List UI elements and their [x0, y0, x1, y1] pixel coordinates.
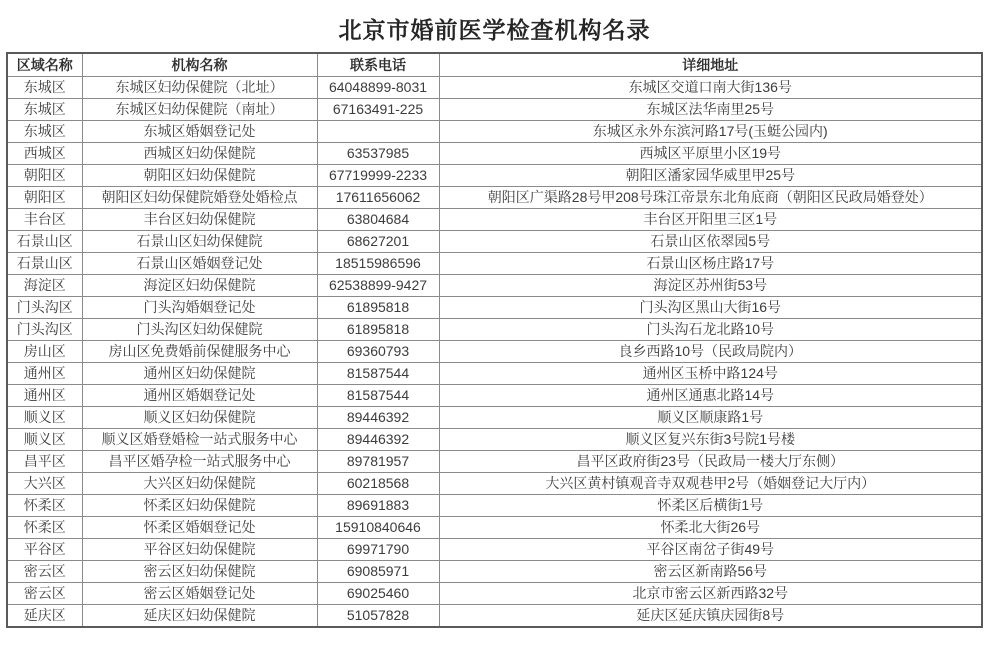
table-row — [7, 165, 982, 187]
cell-institution: 朝阳区妇幼保健院婚登处婚检点 — [82, 187, 317, 209]
cell-institution: 石景山区妇幼保健院 — [82, 231, 317, 253]
table-header-row — [7, 53, 982, 77]
table-row — [7, 143, 982, 165]
cell-address: 门头沟区黑山大街16号 — [439, 297, 982, 319]
cell-region: 大兴区 — [7, 473, 82, 495]
cell-institution: 门头沟婚姻登记处 — [82, 297, 317, 319]
cell-region: 海淀区 — [7, 275, 82, 297]
cell-institution: 房山区免费婚前保健服务中心 — [82, 341, 317, 363]
cell-address: 石景山区杨庄路17号 — [439, 253, 982, 275]
cell-institution: 通州区妇幼保健院 — [82, 363, 317, 385]
cell-region: 延庆区 — [7, 605, 82, 628]
cell-address: 东城区法华南里25号 — [439, 99, 982, 121]
cell-phone: 69085971 — [317, 561, 439, 583]
cell-institution: 东城区妇幼保健院（南址） — [82, 99, 317, 121]
table-row — [7, 187, 982, 209]
cell-phone: 68627201 — [317, 231, 439, 253]
table-row — [7, 363, 982, 385]
header-institution: 机构名称 — [82, 53, 317, 77]
cell-phone — [317, 121, 439, 143]
table-row — [7, 517, 982, 539]
cell-phone: 60218568 — [317, 473, 439, 495]
cell-phone: 17611656062 — [317, 187, 439, 209]
table-row — [7, 253, 982, 275]
cell-phone: 18515986596 — [317, 253, 439, 275]
header-address: 详细地址 — [439, 53, 982, 77]
cell-institution: 西城区妇幼保健院 — [82, 143, 317, 165]
cell-phone: 61895818 — [317, 297, 439, 319]
cell-region: 东城区 — [7, 99, 82, 121]
cell-region: 丰台区 — [7, 209, 82, 231]
cell-phone: 69025460 — [317, 583, 439, 605]
cell-phone: 89691883 — [317, 495, 439, 517]
table-row — [7, 407, 982, 429]
cell-region: 密云区 — [7, 561, 82, 583]
table-row — [7, 539, 982, 561]
cell-region: 东城区 — [7, 121, 82, 143]
cell-address: 延庆区延庆镇庆园街8号 — [439, 605, 982, 628]
page-title: 北京市婚前医学检查机构名录 — [338, 17, 651, 43]
cell-region: 通州区 — [7, 363, 82, 385]
cell-phone: 89446392 — [317, 407, 439, 429]
cell-institution: 大兴区妇幼保健院 — [82, 473, 317, 495]
cell-institution: 通州区婚姻登记处 — [82, 385, 317, 407]
cell-address: 通州区通惠北路14号 — [439, 385, 982, 407]
cell-phone: 81587544 — [317, 385, 439, 407]
cell-phone: 89781957 — [317, 451, 439, 473]
cell-address: 大兴区黄村镇观音寺双观巷甲2号（婚姻登记大厅内） — [439, 473, 982, 495]
cell-phone: 61895818 — [317, 319, 439, 341]
cell-address: 通州区玉桥中路124号 — [439, 363, 982, 385]
header-region: 区域名称 — [7, 53, 82, 77]
cell-address: 顺义区顺康路1号 — [439, 407, 982, 429]
table-row — [7, 77, 982, 99]
cell-address: 丰台区开阳里三区1号 — [439, 209, 982, 231]
cell-phone: 67719999-2233 — [317, 165, 439, 187]
cell-institution: 东城区妇幼保健院（北址） — [82, 77, 317, 99]
cell-region: 东城区 — [7, 77, 82, 99]
cell-institution: 怀柔区妇幼保健院 — [82, 495, 317, 517]
cell-region: 西城区 — [7, 143, 82, 165]
cell-address: 东城区交道口南大街136号 — [439, 77, 982, 99]
table-row — [7, 99, 982, 121]
table-row — [7, 583, 982, 605]
table-row — [7, 473, 982, 495]
cell-address: 怀柔北大街26号 — [439, 517, 982, 539]
cell-institution: 东城区婚姻登记处 — [82, 121, 317, 143]
cell-region: 石景山区 — [7, 231, 82, 253]
table-row — [7, 341, 982, 363]
cell-institution: 丰台区妇幼保健院 — [82, 209, 317, 231]
cell-region: 顺义区 — [7, 407, 82, 429]
table-row — [7, 451, 982, 473]
cell-phone: 15910840646 — [317, 517, 439, 539]
cell-region: 房山区 — [7, 341, 82, 363]
cell-address: 石景山区依翠园5号 — [439, 231, 982, 253]
table-row — [7, 275, 982, 297]
cell-address: 西城区平原里小区19号 — [439, 143, 982, 165]
cell-region: 怀柔区 — [7, 517, 82, 539]
cell-region: 怀柔区 — [7, 495, 82, 517]
cell-institution: 顺义区婚登婚检一站式服务中心 — [82, 429, 317, 451]
cell-region: 通州区 — [7, 385, 82, 407]
cell-region: 门头沟区 — [7, 319, 82, 341]
cell-address: 海淀区苏州街53号 — [439, 275, 982, 297]
table-row — [7, 121, 982, 143]
cell-institution: 密云区婚姻登记处 — [82, 583, 317, 605]
cell-institution: 平谷区妇幼保健院 — [82, 539, 317, 561]
cell-region: 密云区 — [7, 583, 82, 605]
cell-region: 朝阳区 — [7, 187, 82, 209]
table-row — [7, 231, 982, 253]
cell-institution: 延庆区妇幼保健院 — [82, 605, 317, 628]
table-row — [7, 561, 982, 583]
cell-address: 昌平区政府街23号（民政局一楼大厅东侧） — [439, 451, 982, 473]
cell-address: 门头沟石龙北路10号 — [439, 319, 982, 341]
cell-region: 昌平区 — [7, 451, 82, 473]
cell-institution: 门头沟区妇幼保健院 — [82, 319, 317, 341]
cell-phone: 62538899-9427 — [317, 275, 439, 297]
cell-address: 北京市密云区新西路32号 — [439, 583, 982, 605]
cell-phone: 81587544 — [317, 363, 439, 385]
cell-address: 顺义区复兴东街3号院1号楼 — [439, 429, 982, 451]
cell-phone: 64048899-8031 — [317, 77, 439, 99]
cell-address: 朝阳区广渠路28号甲208号珠江帝景东北角底商（朝阳区民政局婚登处） — [439, 187, 982, 209]
cell-region: 平谷区 — [7, 539, 82, 561]
cell-region: 石景山区 — [7, 253, 82, 275]
cell-region: 顺义区 — [7, 429, 82, 451]
table-row — [7, 319, 982, 341]
cell-phone: 51057828 — [317, 605, 439, 628]
cell-institution: 怀柔区婚姻登记处 — [82, 517, 317, 539]
table-row — [7, 605, 982, 628]
cell-region: 门头沟区 — [7, 297, 82, 319]
cell-address: 密云区新南路56号 — [439, 561, 982, 583]
table-row — [7, 385, 982, 407]
cell-phone: 69360793 — [317, 341, 439, 363]
cell-institution: 昌平区婚孕检一站式服务中心 — [82, 451, 317, 473]
cell-address: 良乡西路10号（民政局院内） — [439, 341, 982, 363]
header-phone: 联系电话 — [317, 53, 439, 77]
cell-address: 怀柔区后横街1号 — [439, 495, 982, 517]
table-row — [7, 429, 982, 451]
directory-table-container — [0, 52, 989, 628]
cell-institution: 密云区妇幼保健院 — [82, 561, 317, 583]
cell-phone: 69971790 — [317, 539, 439, 561]
cell-phone: 63537985 — [317, 143, 439, 165]
table-row — [7, 209, 982, 231]
cell-institution: 石景山区婚姻登记处 — [82, 253, 317, 275]
cell-institution: 朝阳区妇幼保健院 — [82, 165, 317, 187]
cell-institution: 海淀区妇幼保健院 — [82, 275, 317, 297]
directory-table — [6, 52, 983, 628]
cell-phone: 63804684 — [317, 209, 439, 231]
table-row — [7, 495, 982, 517]
cell-institution: 顺义区妇幼保健院 — [82, 407, 317, 429]
cell-address: 平谷区南岔子街49号 — [439, 539, 982, 561]
cell-address: 东城区永外东滨河路17号(玉蜓公园内) — [439, 121, 982, 143]
table-row — [7, 297, 982, 319]
cell-region: 朝阳区 — [7, 165, 82, 187]
cell-phone: 89446392 — [317, 429, 439, 451]
cell-phone: 67163491-225 — [317, 99, 439, 121]
cell-address: 朝阳区潘家园华威里甲25号 — [439, 165, 982, 187]
